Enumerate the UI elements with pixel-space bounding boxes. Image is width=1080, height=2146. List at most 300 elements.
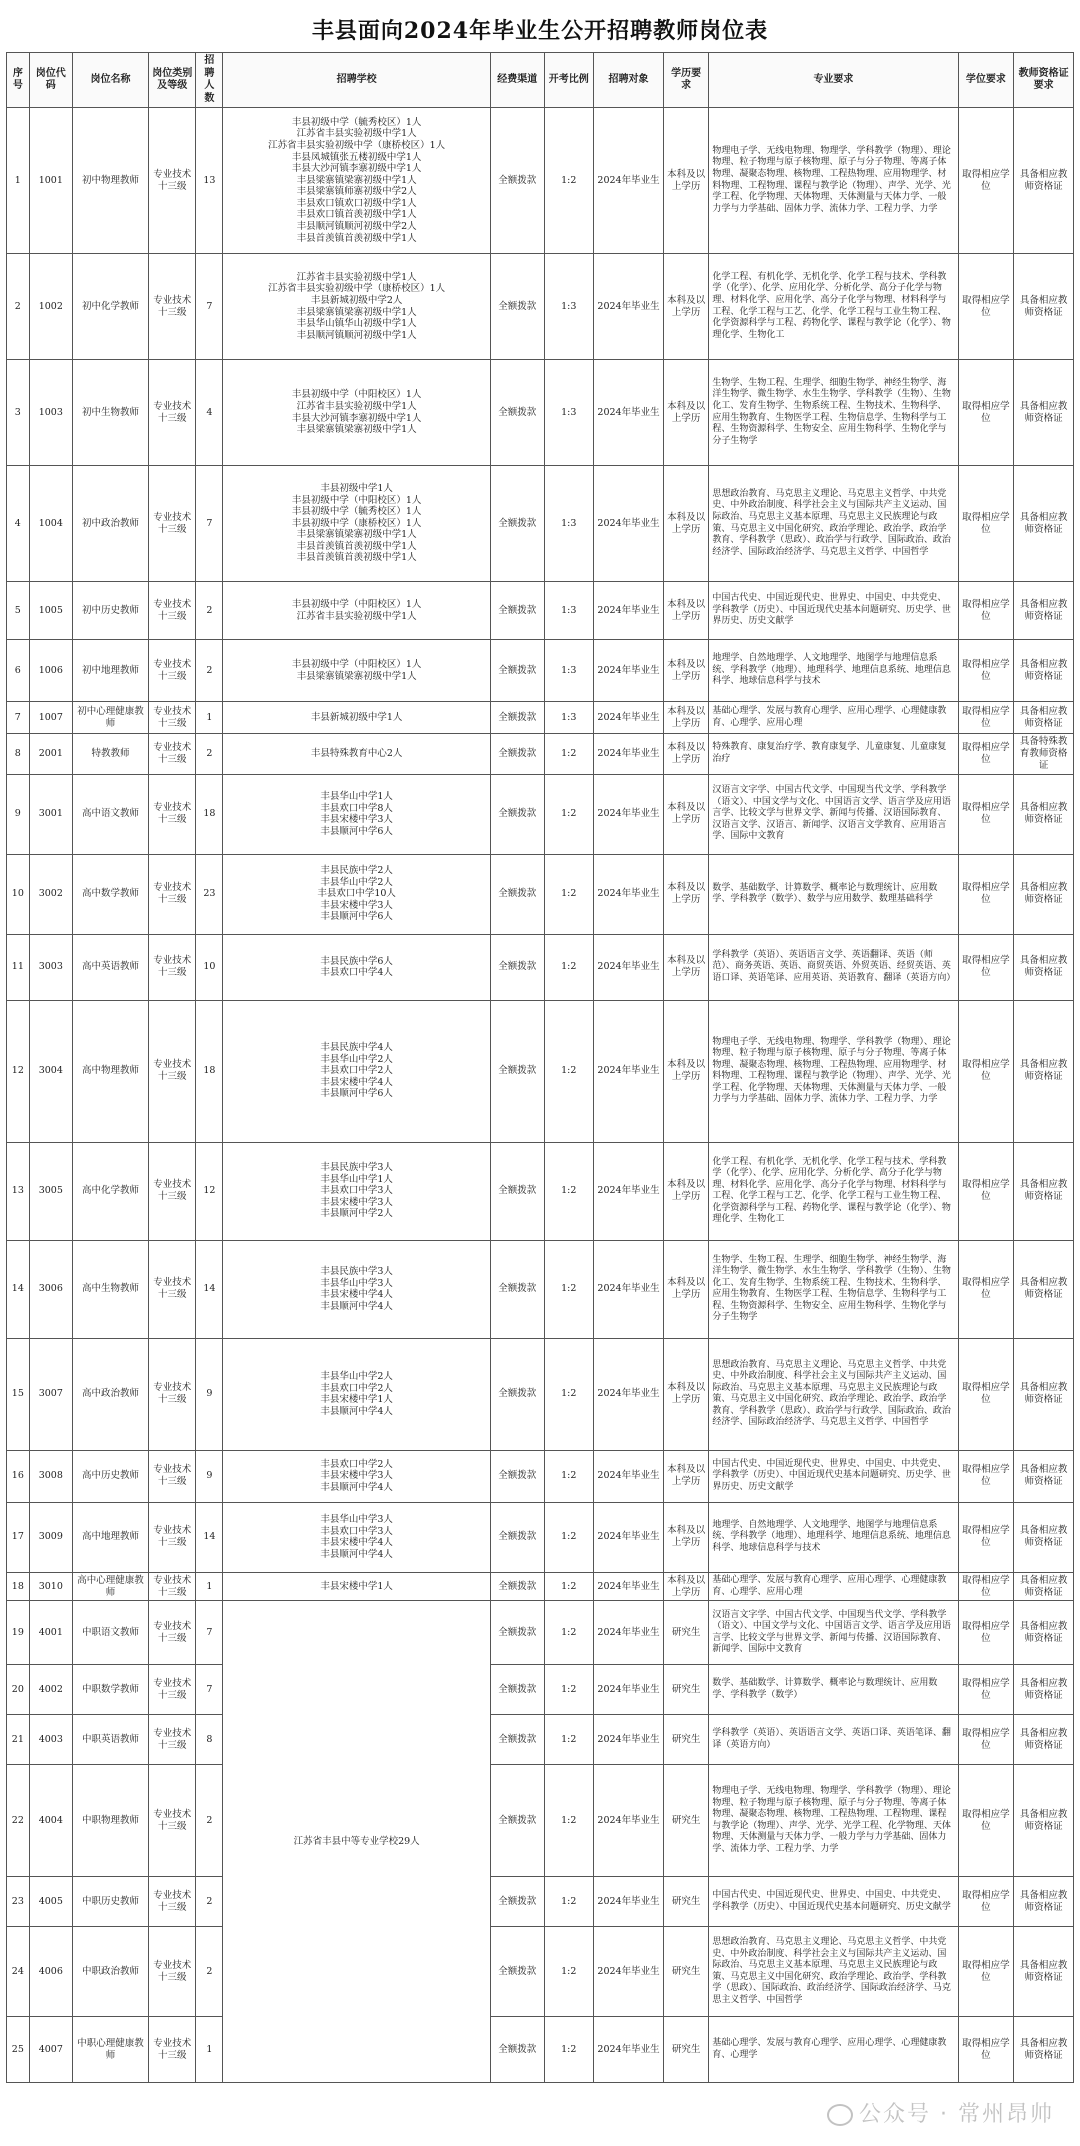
cell-cat: 专业技术十三级	[149, 1450, 196, 1502]
cell-num: 2	[196, 1765, 223, 1877]
cell-ratio: 1:3	[544, 254, 593, 360]
table-row	[7, 2017, 1074, 2083]
cell-school: 丰县欢口中学2人 丰县宋楼中学3人 丰县顺河中学4人	[223, 1450, 491, 1502]
cell-ratio: 1:2	[544, 1927, 593, 2017]
cell-fund: 全额拨款	[491, 466, 545, 582]
cell-num: 1	[196, 702, 223, 734]
cell-major: 基础心理学、发展与教育心理学、应用心理学、心理健康教育、心理学、应用心理	[709, 702, 958, 734]
table-row	[7, 1450, 1074, 1502]
cell-ratio: 1:2	[544, 1240, 593, 1338]
cell-name: 高中数学教师	[72, 854, 148, 934]
cell-ratio: 1:2	[544, 774, 593, 854]
cell-fund: 全额拨款	[491, 2017, 545, 2083]
cell-edu: 本科及以上学历	[664, 254, 709, 360]
table-row	[7, 1765, 1074, 1877]
cell-ratio: 1:2	[544, 734, 593, 775]
cell-cert: 具备相应教师资格证	[1014, 640, 1074, 702]
cell-cat: 专业技术十三级	[149, 1000, 196, 1142]
cell-edu: 本科及以上学历	[664, 854, 709, 934]
cell-code: 4003	[29, 1715, 72, 1765]
cell-name: 高中地理教师	[72, 1502, 148, 1572]
cell-major: 中国古代史、中国近现代史、世界史、中国史、中共党史、学科教学（历史）、中国近现代史基本问题研究、历史学、世界历史、历史文献学	[709, 582, 958, 640]
cell-major: 物理电子学、无线电物理、物理学、学科教学（物理）、理论物理、粒子物理与原子核物理、原子与分子物理、等离子体物理、凝聚态物理、核物理、工程热物理、工程物理、课程与教学论（物理）、声学、光学、光学工程、化学物理、天体物理、天体测量与天体力学、一般力学与力学基础、固体力学、流体力学、工程力学、力学	[709, 1765, 958, 1877]
cell-degree: 取得相应学位	[958, 1000, 1014, 1142]
cell-degree: 取得相应学位	[958, 1502, 1014, 1572]
cell-fund: 全额拨款	[491, 934, 545, 1000]
table-row	[7, 466, 1074, 582]
cell-cert: 具备相应教师资格证	[1014, 1240, 1074, 1338]
header-cell: 岗位名称	[72, 53, 148, 108]
cell-code: 4006	[29, 1927, 72, 2017]
cell-fund: 全额拨款	[491, 1877, 545, 1927]
cell-code: 4004	[29, 1765, 72, 1877]
cell-edu: 研究生	[664, 1927, 709, 2017]
table-row	[7, 1601, 1074, 1665]
cell-num: 18	[196, 1000, 223, 1142]
header-cell: 招聘学校	[223, 53, 491, 108]
cell-code: 3003	[29, 934, 72, 1000]
cell-target: 2024年毕业生	[593, 854, 663, 934]
cell-major: 地理学、自然地理学、人文地理学、地图学与地理信息系统、学科教学（地理）、地理科学、地理信息系统、地理信息科学、地球信息科学与技术	[709, 1502, 958, 1572]
cell-cert: 具备特殊教育教师资格证	[1014, 734, 1074, 775]
cell-fund: 全额拨款	[491, 640, 545, 702]
cell-major: 生物学、生物工程、生理学、细胞生物学、神经生物学、海洋生物学、微生物学、水生生物学、学科教学（生物）、生物化工、发育生物学、生物系统工程、生物技术、生物科学、应用生物教育、生物医学工程、生物信息学、生物科学与工程、生物资源科学、生物安全、应用生物科学、生物化学与分子生物学	[709, 360, 958, 466]
cell-cat: 专业技术十三级	[149, 466, 196, 582]
cell-edu: 本科及以上学历	[664, 1142, 709, 1240]
cell-target: 2024年毕业生	[593, 108, 663, 254]
cell-fund: 全额拨款	[491, 1927, 545, 2017]
cell-no: 12	[7, 1000, 30, 1142]
cell-num: 2	[196, 1877, 223, 1927]
cell-major: 数学、基础数学、计算数学、概率论与数理统计、应用数学、学科教学（数学）	[709, 1665, 958, 1715]
cell-no: 13	[7, 1142, 30, 1240]
cell-fund: 全额拨款	[491, 774, 545, 854]
cell-degree: 取得相应学位	[958, 1572, 1014, 1601]
cell-school: 丰县初级中学（中阳校区）1人 江苏省丰县实验初级中学1人 丰县大沙河镇李寨初级中学1人 丰县梁寨镇梁寨初级中学1人	[223, 360, 491, 466]
cell-degree: 取得相应学位	[958, 108, 1014, 254]
table-row	[7, 1665, 1074, 1715]
cell-degree: 取得相应学位	[958, 1450, 1014, 1502]
cell-cat: 专业技术十三级	[149, 774, 196, 854]
table-row	[7, 640, 1074, 702]
cell-cert: 具备相应教师资格证	[1014, 254, 1074, 360]
cell-target: 2024年毕业生	[593, 1665, 663, 1715]
cell-no: 16	[7, 1450, 30, 1502]
cell-target: 2024年毕业生	[593, 774, 663, 854]
cell-no: 8	[7, 734, 30, 775]
table-row	[7, 774, 1074, 854]
cell-no: 22	[7, 1765, 30, 1877]
cell-edu: 本科及以上学历	[664, 734, 709, 775]
cell-code: 1001	[29, 108, 72, 254]
cell-code: 3007	[29, 1338, 72, 1450]
cell-cert: 具备相应教师资格证	[1014, 1601, 1074, 1665]
cell-ratio: 1:2	[544, 1502, 593, 1572]
cell-num: 7	[196, 1665, 223, 1715]
cell-edu: 本科及以上学历	[664, 640, 709, 702]
cell-fund: 全额拨款	[491, 854, 545, 934]
cell-ratio: 1:3	[544, 640, 593, 702]
cell-num: 2	[196, 734, 223, 775]
cell-degree: 取得相应学位	[958, 360, 1014, 466]
cell-no: 6	[7, 640, 30, 702]
cell-code: 4005	[29, 1877, 72, 1927]
cell-cert: 具备相应教师资格证	[1014, 1338, 1074, 1450]
cell-edu: 本科及以上学历	[664, 934, 709, 1000]
cell-major: 基础心理学、发展与教育心理学、应用心理学、心理健康教育、心理学、应用心理	[709, 1572, 958, 1601]
cell-num: 23	[196, 854, 223, 934]
cell-school: 丰县初级中学（中阳校区）1人 丰县梁寨镇梁寨初级中学1人	[223, 640, 491, 702]
cell-ratio: 1:2	[544, 1000, 593, 1142]
cell-cert: 具备相应教师资格证	[1014, 934, 1074, 1000]
cell-name: 初中生物教师	[72, 360, 148, 466]
cell-code: 1006	[29, 640, 72, 702]
cell-num: 13	[196, 108, 223, 254]
cell-target: 2024年毕业生	[593, 1877, 663, 1927]
cell-cert: 具备相应教师资格证	[1014, 854, 1074, 934]
cell-fund: 全额拨款	[491, 1142, 545, 1240]
cell-major: 中国古代史、中国近现代史、世界史、中国史、中共党史、学科教学（历史）、中国近现代史基本问题研究、历史文献学	[709, 1877, 958, 1927]
cell-cert: 具备相应教师资格证	[1014, 1877, 1074, 1927]
cell-target: 2024年毕业生	[593, 734, 663, 775]
cell-major: 基础心理学、发展与教育心理学、应用心理学、心理健康教育、心理学	[709, 2017, 958, 2083]
cell-num: 1	[196, 2017, 223, 2083]
cell-fund: 全额拨款	[491, 1665, 545, 1715]
cell-degree: 取得相应学位	[958, 1142, 1014, 1240]
positions-table	[6, 52, 1074, 2083]
header-cell: 学位要求	[958, 53, 1014, 108]
cell-edu: 研究生	[664, 1601, 709, 1665]
cell-no: 5	[7, 582, 30, 640]
cell-cat: 专业技术十三级	[149, 254, 196, 360]
header-cell: 教师资格证要求	[1014, 53, 1074, 108]
cell-cert: 具备相应教师资格证	[1014, 108, 1074, 254]
cell-major: 化学工程、有机化学、无机化学、化学工程与技术、学科教学（化学）、化学、应用化学、分析化学、高分子化学与物理、材料化学、应用化学、高分子化学与物理、材料科学与工程、化学工程与工艺、化学、化学工程与工业生物工程、化学资源科学与工程、药物化学、课程与教学论（化学）、物理化学、生物化工	[709, 1142, 958, 1240]
cell-code: 3005	[29, 1142, 72, 1240]
cell-code: 3006	[29, 1240, 72, 1338]
cell-target: 2024年毕业生	[593, 360, 663, 466]
cell-name: 初中物理教师	[72, 108, 148, 254]
cell-edu: 本科及以上学历	[664, 466, 709, 582]
cell-edu: 本科及以上学历	[664, 702, 709, 734]
cell-target: 2024年毕业生	[593, 1000, 663, 1142]
cell-num: 7	[196, 1601, 223, 1665]
cell-code: 3001	[29, 774, 72, 854]
cell-fund: 全额拨款	[491, 1502, 545, 1572]
table-row	[7, 1572, 1074, 1601]
cell-ratio: 1:2	[544, 2017, 593, 2083]
cell-target: 2024年毕业生	[593, 1502, 663, 1572]
cell-cat: 专业技术十三级	[149, 1927, 196, 2017]
cell-cat: 专业技术十三级	[149, 1601, 196, 1665]
cell-fund: 全额拨款	[491, 1765, 545, 1877]
cell-ratio: 1:3	[544, 702, 593, 734]
cell-school: 丰县华山中学1人 丰县欢口中学8人 丰县宋楼中学3人 丰县顺河中学6人	[223, 774, 491, 854]
cell-name: 中职数学教师	[72, 1665, 148, 1715]
table-row	[7, 854, 1074, 934]
cell-edu: 本科及以上学历	[664, 360, 709, 466]
cell-no: 1	[7, 108, 30, 254]
cell-school: 丰县特殊教育中心2人	[223, 734, 491, 775]
cell-target: 2024年毕业生	[593, 1338, 663, 1450]
cell-major: 学科教学（英语）、英语语言文学、英语口译、英语笔译、翻译（英语方向）	[709, 1715, 958, 1765]
header-cell: 经费渠道	[491, 53, 545, 108]
header-cell: 招聘人数	[196, 53, 223, 108]
cell-num: 12	[196, 1142, 223, 1240]
cell-major: 思想政治教育、马克思主义理论、马克思主义哲学、中共党史、中外政治制度、科学社会主义与国际共产主义运动、国际政治、马克思主义基本原理、马克思主义民族理论与政策、马克思主义中国化研究、政治学理论、政治学、政治学教育、学科教学（思政）、政治学与行政学、国际政治、政治经济学、国际政治经济学、马克思主义哲学、中国哲学	[709, 1338, 958, 1450]
cell-target: 2024年毕业生	[593, 1927, 663, 2017]
cell-cert: 具备相应教师资格证	[1014, 2017, 1074, 2083]
cell-school: 丰县民族中学6人 丰县欢口中学4人	[223, 934, 491, 1000]
cell-target: 2024年毕业生	[593, 1240, 663, 1338]
cell-cert: 具备相应教师资格证	[1014, 1572, 1074, 1601]
cell-name: 特教教师	[72, 734, 148, 775]
cell-major: 数学、基础数学、计算数学、概率论与数理统计、应用数学、学科教学（数学）、数学与应用数学、数理基础科学	[709, 854, 958, 934]
cell-degree: 取得相应学位	[958, 254, 1014, 360]
cell-name: 高中语文教师	[72, 774, 148, 854]
cell-edu: 本科及以上学历	[664, 1572, 709, 1601]
cell-cat: 专业技术十三级	[149, 1502, 196, 1572]
cell-no: 4	[7, 466, 30, 582]
cell-degree: 取得相应学位	[958, 1665, 1014, 1715]
table-row	[7, 734, 1074, 775]
cell-name: 中职心理健康教师	[72, 2017, 148, 2083]
cell-cat: 专业技术十三级	[149, 934, 196, 1000]
wechat-icon	[827, 2104, 853, 2126]
cell-degree: 取得相应学位	[958, 1927, 1014, 2017]
cell-num: 1	[196, 1572, 223, 1601]
cell-degree: 取得相应学位	[958, 854, 1014, 934]
cell-ratio: 1:2	[544, 934, 593, 1000]
cell-name: 初中心理健康教师	[72, 702, 148, 734]
header-cell: 专业要求	[709, 53, 958, 108]
table-row	[7, 1715, 1074, 1765]
cell-code: 1005	[29, 582, 72, 640]
cell-fund: 全额拨款	[491, 1338, 545, 1450]
cell-no: 18	[7, 1572, 30, 1601]
cell-major: 化学工程、有机化学、无机化学、化学工程与技术、学科教学（化学）、化学、应用化学、分析化学、高分子化学与物理、材料化学、应用化学、高分子化学与物理、材料科学与工程、化学工程与工艺、化学、化学工程与工业生物工程、化学资源科学与工程、药物化学、课程与教学论（化学）、物理化学、生物化工	[709, 254, 958, 360]
cell-fund: 全额拨款	[491, 1450, 545, 1502]
table-row	[7, 254, 1074, 360]
cell-target: 2024年毕业生	[593, 934, 663, 1000]
cell-name: 高中物理教师	[72, 1000, 148, 1142]
cell-school: 江苏省丰县中等专业学校29人	[223, 1601, 491, 2083]
cell-target: 2024年毕业生	[593, 640, 663, 702]
cell-target: 2024年毕业生	[593, 582, 663, 640]
cell-fund: 全额拨款	[491, 702, 545, 734]
cell-edu: 本科及以上学历	[664, 1338, 709, 1450]
cell-school: 丰县民族中学2人 丰县华山中学2人 丰县欢口中学10人 丰县宋楼中学3人 丰县顺河中学6人	[223, 854, 491, 934]
cell-target: 2024年毕业生	[593, 1450, 663, 1502]
cell-fund: 全额拨款	[491, 1000, 545, 1142]
cell-edu: 本科及以上学历	[664, 774, 709, 854]
cell-name: 高中心理健康教师	[72, 1572, 148, 1601]
cell-name: 高中政治教师	[72, 1338, 148, 1450]
cell-ratio: 1:2	[544, 1601, 593, 1665]
cell-fund: 全额拨款	[491, 108, 545, 254]
cell-cat: 专业技术十三级	[149, 582, 196, 640]
cell-no: 25	[7, 2017, 30, 2083]
cell-school: 丰县民族中学4人 丰县华山中学2人 丰县欢口中学2人 丰县宋楼中学4人 丰县顺河中学6人	[223, 1000, 491, 1142]
cell-cert: 具备相应教师资格证	[1014, 702, 1074, 734]
cell-major: 地理学、自然地理学、人文地理学、地图学与地理信息系统、学科教学（地理）、地理科学、地理信息系统、地理信息科学、地球信息科学与技术	[709, 640, 958, 702]
cell-fund: 全额拨款	[491, 582, 545, 640]
cell-code: 2001	[29, 734, 72, 775]
cell-name: 中职物理教师	[72, 1765, 148, 1877]
cell-target: 2024年毕业生	[593, 1572, 663, 1601]
cell-fund: 全额拨款	[491, 1715, 545, 1765]
cell-num: 9	[196, 1450, 223, 1502]
cell-no: 20	[7, 1665, 30, 1715]
cell-major: 中国古代史、中国近现代史、世界史、中国史、中共党史、学科教学（历史）、中国近现代史基本问题研究、历史学、世界历史、历史文献学	[709, 1450, 958, 1502]
cell-fund: 全额拨款	[491, 734, 545, 775]
cell-degree: 取得相应学位	[958, 582, 1014, 640]
cell-ratio: 1:2	[544, 1450, 593, 1502]
cell-num: 9	[196, 1338, 223, 1450]
cell-no: 7	[7, 702, 30, 734]
table-row	[7, 1240, 1074, 1338]
cell-target: 2024年毕业生	[593, 1601, 663, 1665]
cell-target: 2024年毕业生	[593, 1142, 663, 1240]
cell-cert: 具备相应教师资格证	[1014, 1765, 1074, 1877]
cell-fund: 全额拨款	[491, 1601, 545, 1665]
table-row	[7, 1927, 1074, 2017]
cell-no: 9	[7, 774, 30, 854]
cell-cert: 具备相应教师资格证	[1014, 1142, 1074, 1240]
header-cell: 岗位类别及等级	[149, 53, 196, 108]
cell-no: 11	[7, 934, 30, 1000]
cell-major: 物理电子学、无线电物理、物理学、学科教学（物理）、理论物理、粒子物理与原子核物理、原子与分子物理、等离子体物理、凝聚态物理、核物理、工程热物理、应用物理学、材料物理、工程物理、课程与教学论（物理）、声学、光学、光学工程、化学物理、天体物理、天体测量与天体力学、一般力学与力学基础、固体力学、流体力学、工程力学、力学	[709, 1000, 958, 1142]
cell-cat: 专业技术十三级	[149, 1765, 196, 1877]
cell-edu: 本科及以上学历	[664, 1450, 709, 1502]
cell-num: 18	[196, 774, 223, 854]
cell-num: 14	[196, 1240, 223, 1338]
cell-fund: 全额拨款	[491, 254, 545, 360]
cell-major: 生物学、生物工程、生理学、细胞生物学、神经生物学、海洋生物学、微生物学、水生生物学、学科教学（生物）、生物化工、发育生物学、生物系统工程、生物技术、生物科学、应用生物教育、生物医学工程、生物信息学、生物科学与工程、生物资源科学、生物安全、应用生物科学、生物化学与分子生物学	[709, 1240, 958, 1338]
cell-name: 初中政治教师	[72, 466, 148, 582]
cell-name: 中职历史教师	[72, 1877, 148, 1927]
cell-num: 7	[196, 466, 223, 582]
cell-edu: 本科及以上学历	[664, 1240, 709, 1338]
cell-no: 23	[7, 1877, 30, 1927]
cell-degree: 取得相应学位	[958, 1715, 1014, 1765]
cell-ratio: 1:2	[544, 854, 593, 934]
cell-name: 中职英语教师	[72, 1715, 148, 1765]
cell-ratio: 1:3	[544, 466, 593, 582]
cell-num: 2	[196, 582, 223, 640]
cell-code: 3002	[29, 854, 72, 934]
cell-num: 4	[196, 360, 223, 466]
cell-school: 丰县初级中学（毓秀校区）1人 江苏省丰县实验初级中学1人 江苏省丰县实验初级中学（康桥校区）1人 丰县凤城镇张五楼初级中学1人 丰县大沙河镇李寨初级中学1人 丰县梁寨镇梁寨初级中学1人 丰县梁寨镇师寨初级中学2人 丰县欢口镇欢口初级中学1人 丰县欢口镇首羡初级中学1人 丰县顺河镇顺河初级中学2人 丰县首羡镇首羡初级中学1人	[223, 108, 491, 254]
cell-cat: 专业技术十三级	[149, 1142, 196, 1240]
table-body	[7, 53, 1074, 2083]
header-cell: 学历要求	[664, 53, 709, 108]
cell-code: 3008	[29, 1450, 72, 1502]
cell-edu: 研究生	[664, 1665, 709, 1715]
cell-edu: 本科及以上学历	[664, 582, 709, 640]
cell-target: 2024年毕业生	[593, 2017, 663, 2083]
table-row	[7, 582, 1074, 640]
cell-ratio: 1:2	[544, 1572, 593, 1601]
cell-cert: 具备相应教师资格证	[1014, 582, 1074, 640]
cell-school: 丰县民族中学3人 丰县华山中学3人 丰县宋楼中学4人 丰县顺河中学4人	[223, 1240, 491, 1338]
cell-cert: 具备相应教师资格证	[1014, 1665, 1074, 1715]
cell-major: 思想政治教育、马克思主义理论、马克思主义哲学、中共党史、中外政治制度、科学社会主义与国际共产主义运动、国际政治、马克思主义基本原理、马克思主义民族理论与政策、马克思主义中国化研究、政治学理论、政治学、政治学教育、学科教学（思政）、政治学与行政学、国际政治、政治经济学、国际政治经济学、马克思主义哲学、中国哲学	[709, 466, 958, 582]
cell-no: 3	[7, 360, 30, 466]
cell-code: 4001	[29, 1601, 72, 1665]
cell-degree: 取得相应学位	[958, 1601, 1014, 1665]
cell-school: 丰县民族中学3人 丰县华山中学1人 丰县欢口中学3人 丰县宋楼中学3人 丰县顺河中学2人	[223, 1142, 491, 1240]
cell-no: 19	[7, 1601, 30, 1665]
cell-degree: 取得相应学位	[958, 640, 1014, 702]
cell-ratio: 1:2	[544, 1715, 593, 1765]
cell-name: 初中历史教师	[72, 582, 148, 640]
cell-school: 丰县初级中学1人 丰县初级中学（中阳校区）1人 丰县初级中学（毓秀校区）1人 丰县初级中学（康桥校区）1人 丰县梁寨镇梁寨初级中学1人 丰县首羡镇首羡初级中学1人 丰县首羡镇首羡初级中学1人	[223, 466, 491, 582]
cell-cat: 专业技术十三级	[149, 1572, 196, 1601]
watermark-text: 公众号 · 常州昂帅	[859, 2102, 1054, 2127]
cell-ratio: 1:2	[544, 1877, 593, 1927]
header-cell: 岗位代码	[29, 53, 72, 108]
cell-no: 24	[7, 1927, 30, 2017]
cell-no: 2	[7, 254, 30, 360]
cell-num: 7	[196, 254, 223, 360]
cell-target: 2024年毕业生	[593, 254, 663, 360]
cell-cat: 专业技术十三级	[149, 734, 196, 775]
cell-name: 高中英语教师	[72, 934, 148, 1000]
cell-edu: 本科及以上学历	[664, 1502, 709, 1572]
cell-code: 3009	[29, 1502, 72, 1572]
cell-name: 高中历史教师	[72, 1450, 148, 1502]
cell-num: 8	[196, 1715, 223, 1765]
cell-code: 1004	[29, 466, 72, 582]
cell-no: 15	[7, 1338, 30, 1450]
cell-degree: 取得相应学位	[958, 734, 1014, 775]
cell-ratio: 1:2	[544, 1665, 593, 1715]
cell-target: 2024年毕业生	[593, 466, 663, 582]
cell-major: 汉语言文字学、中国古代文学、中国现当代文学、学科教学（语文）、中国文学与文化、中国语言文学、语言学及应用语言学、比较文学与世界文学、新闻与传播、汉语国际教育、新闻学、国际中文教育	[709, 1601, 958, 1665]
cell-cat: 专业技术十三级	[149, 1665, 196, 1715]
cell-edu: 研究生	[664, 1765, 709, 1877]
cell-cat: 专业技术十三级	[149, 108, 196, 254]
cell-edu: 本科及以上学历	[664, 108, 709, 254]
table-row	[7, 934, 1074, 1000]
table-row	[7, 1000, 1074, 1142]
cell-school: 丰县华山中学3人 丰县欢口中学3人 丰县宋楼中学4人 丰县顺河中学4人	[223, 1502, 491, 1572]
cell-edu: 研究生	[664, 1715, 709, 1765]
table-row	[7, 1877, 1074, 1927]
cell-degree: 取得相应学位	[958, 1877, 1014, 1927]
cell-num: 2	[196, 640, 223, 702]
cell-degree: 取得相应学位	[958, 774, 1014, 854]
cell-fund: 全额拨款	[491, 1572, 545, 1601]
cell-edu: 研究生	[664, 1877, 709, 1927]
cell-cert: 具备相应教师资格证	[1014, 1927, 1074, 2017]
cell-code: 1003	[29, 360, 72, 466]
cell-ratio: 1:3	[544, 582, 593, 640]
table-row	[7, 360, 1074, 466]
cell-edu: 研究生	[664, 2017, 709, 2083]
cell-cat: 专业技术十三级	[149, 360, 196, 466]
cell-cat: 专业技术十三级	[149, 1877, 196, 1927]
cell-degree: 取得相应学位	[958, 2017, 1014, 2083]
cell-name: 中职语文教师	[72, 1601, 148, 1665]
cell-cert: 具备相应教师资格证	[1014, 1000, 1074, 1142]
cell-no: 17	[7, 1502, 30, 1572]
cell-cat: 专业技术十三级	[149, 1715, 196, 1765]
cell-degree: 取得相应学位	[958, 934, 1014, 1000]
table-row	[7, 1502, 1074, 1572]
cell-fund: 全额拨款	[491, 360, 545, 466]
